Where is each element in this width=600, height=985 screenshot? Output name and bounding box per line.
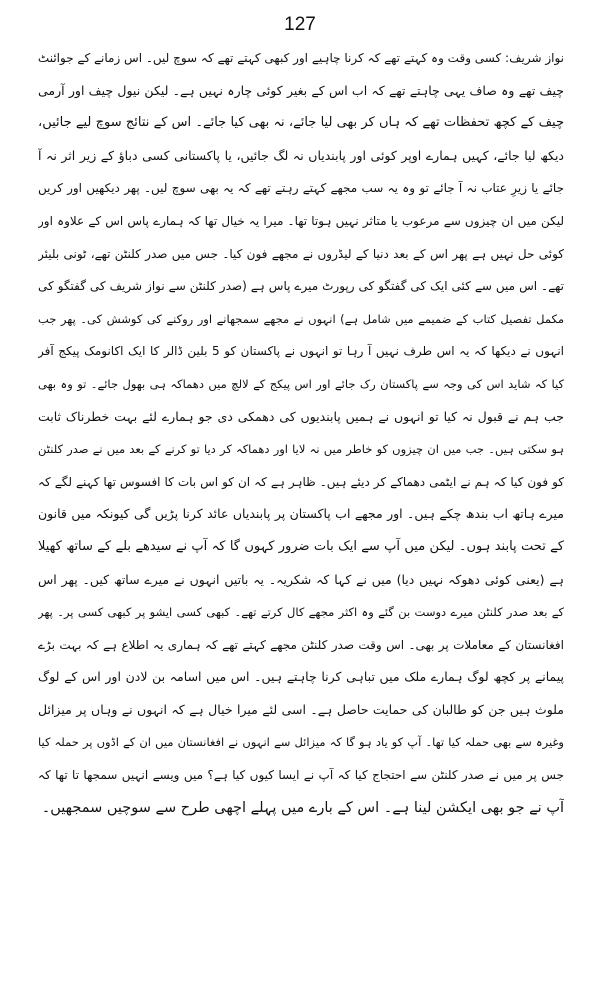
text-line: نواز شریف: کسی وقت وہ کہتے تھے کہ کرنا چاہیے اور کبھی کہتے تھے کہ سوچ لیں۔ اس زمانے کے جوائنٹ: [38, 51, 564, 65]
text-line: کوئی حل نہیں ہے پھر اس کے بعد دنیا کے لیڈروں نے مجھے فون کیا۔ جس میں صدر کلنٹن تھے، ٹونی بلیئر: [38, 246, 564, 261]
text-line: تھے۔ اس میں سے کئی ایک کی گفتگو کی رپورٹ میرے پاس ہے (صدر کلنٹن سے نواز شریف کی گفتگو کی: [38, 279, 564, 294]
text-line: انہوں نے دیکھا کہ یہ اس طرف نہیں آ رہا تو انہوں نے پاکستان کو 5 بلین ڈالر کا ایک اکانومک پیکج آفر: [38, 344, 564, 359]
text-line: کے تحت پابند ہوں۔ لیکن میں آپ سے ایک بات ضرور کہوں گا کہ آپ نے سیدھے بلے کے ساتھ کھیلا: [38, 538, 564, 554]
text-line: لیکن میں ان چیزوں سے مرعوب یا متاثر نہیں ہوتا تھا۔ میرا یہ خیال تھا کہ ہمارے پاس اس کے علاوہ اور: [38, 213, 564, 228]
text-line: پیمانے پر کچھ لوگ ہمارے ملک میں تباہی کرنا چاہتے ہیں۔ اس میں اسامہ بن لادن اور اس کے لوگ: [38, 669, 564, 685]
text-line: میرے ہاتھ اب بندھ چکے ہیں۔ اور مجھے اب پاکستان پر پابندیاں عائد کرنا پڑیں گی کیونکہ میں قانون: [38, 506, 564, 522]
text-line: چیف کے کچھ تحفظات تھے کہ ہاں کر بھی لیا جائے، نہ بھی کیا جائے۔ اس کے نتائج سوچ لیے جائیں،: [38, 115, 564, 131]
text-line: افغانستان کے معاملات پر بھی۔ اس وقت صدر کلنٹن مجھے کہتے تھے کہ ہماری یہ اطلاع ہے کہ بہت بڑے: [38, 637, 564, 652]
text-line-last: آپ نے جو بھی ایکشن لینا ہے۔ اس کے بارے میں پہلے اچھی طرح سے سوچیں سمجھیں۔: [41, 799, 564, 816]
text-line: ہے (یعنی کوئی دھوکہ نہیں دیا) میں نے کہا کہ شکریہ۔ یہ باتیں انہوں نے میرے ساتھ کیں۔ پھر اس: [38, 571, 564, 587]
text-line: ہو سکتی ہیں۔ جب میں ان چیزوں کو خاطر میں نہ لایا اور دھماکہ کر دیا تو کرنے کے بعد میں نے صدر کلنٹن: [38, 442, 564, 457]
text-line: جب ہم نے قبول نہ کیا تو انہوں نے ہمیں پابندیوں کی دھمکی دی جو ہمارے لئے بہت خطرناک ثابت: [38, 408, 564, 424]
text-line: چیف تھے وہ صاف یہی چاہتے تھے کہ اب اس کے بغیر کوئی چارہ نہیں ہے۔ لیکن نیول چیف اور آرمی: [38, 82, 564, 98]
text-line: کے بعد صدر کلنٹن میرے دوست بن گئے وہ اکثر مجھے کال کرتے تھے۔ کبھی کسی ایشو پر کبھی کسی پر۔ پھر: [38, 605, 564, 620]
text-line: جس پر میں نے صدر کلنٹن سے احتجاج کیا کہ آپ نے ایسا کیوں کیا ہے؟ میں ویسے انہیں سمجھا تا تھا کہ: [38, 768, 564, 783]
text-line: مکمل تفصیل کتاب کے ضمیمے میں شامل ہے) انہوں نے مجھے سمجھانے اور روکنے کی کوشش کی۔ پھر جب: [38, 311, 564, 326]
text-line: دیکھ لیا جائے، کہیں ہمارے اوپر کوئی اور پابندیاں نہ لگ جائیں، یا پاکستانی کسی دباؤ کے زیر اثر نہ آ: [38, 147, 564, 163]
text-line: وغیرہ سے بھی حملہ کیا تھا۔ آپ کو یاد ہو گا کہ میزائل سے انہوں نے افغانستان میں ان کے اڈوں پر حملہ کیا: [38, 735, 564, 750]
page-number: 127: [284, 14, 316, 35]
text-line: ملوث ہیں جن کو طالبان کی حمایت حاصل ہے۔ اسی لئے میرا خیال ہے کہ انہوں نے وہاں پر میزائل: [38, 701, 564, 717]
text-line: جائے یا زیرِ عتاب نہ آ جائے تو وہ یہ سب مجھے کہتے رہتے تھے کہ یہ بھی سوچ لیں۔ پھر دیکھیں اور کریں: [38, 181, 564, 196]
text-line: کیا کہ شاید اس کی وجہ سے پاکستان رک جائے اور اس پیکج کے لالچ میں دھماکہ ہی بھول جائے۔ تو وہ بھی: [38, 376, 564, 391]
text-line: کو فون کیا کہ ہم نے ایٹمی دھماکے کر دیئے ہیں۔ ظاہر ہے کہ ان کو اس بات کا افسوس تھا کہنے لگے کہ: [38, 474, 564, 489]
body-text: [38, 42, 564, 824]
